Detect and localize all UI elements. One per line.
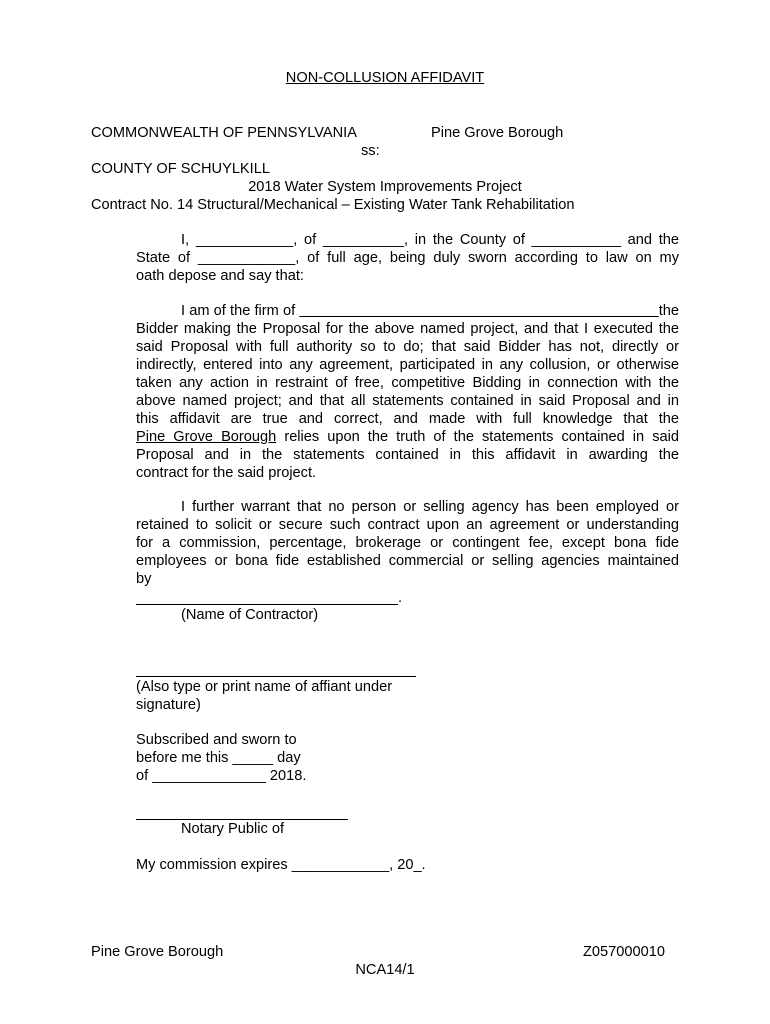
municipality-heading: Pine Grove Borough (431, 125, 564, 141)
warrant-line-4: employees or bona fide established commercial or selling agencies maintained (136, 553, 679, 569)
firm-name-blank (299, 303, 658, 319)
warrant-line-1: I further warrant that no person or selling agency has been employed or (181, 499, 679, 515)
firm-line-10: contract for the said project. (136, 465, 317, 481)
footer-page-code: NCA14/1 (355, 962, 415, 978)
sworn-line-1: Subscribed and sworn to (136, 732, 297, 748)
ss-mark: ss: (361, 143, 380, 159)
affiant-signature-line (136, 676, 416, 677)
firm-paragraph (136, 302, 679, 482)
notary-label: Notary Public of (181, 821, 285, 837)
firm-line-2: Bidder making the Proposal for the above named project, and that I executed the (136, 321, 679, 337)
project-title: 2018 Water System Improvements Project (248, 179, 522, 195)
oath-line-3: oath depose and say that: (136, 268, 304, 284)
document-title: NON-COLLUSION AFFIDAVIT (285, 70, 485, 86)
commission-expires: My commission expires ____________, 20_. (136, 857, 426, 873)
footer-right: Z057000010 (583, 944, 665, 960)
contractor-label: (Name of Contractor) (181, 607, 319, 623)
state-heading: COMMONWEALTH OF PENNSYLVANIA (91, 125, 357, 141)
firm-line-3: said Proposal with full authority so to do; that said Bidder has not, directly or (136, 339, 679, 355)
warrant-paragraph (136, 498, 679, 588)
county-heading: COUNTY OF SCHUYLKILL (91, 161, 270, 177)
affiant-label-2: signature) (136, 697, 201, 713)
firm-line-5: taken any action in restraint of free, competitive Bidding in connection with the (136, 375, 679, 391)
sworn-line-3: of ______________ 2018. (136, 768, 307, 784)
borough-name-underlined: Pine Grove Borough (136, 429, 277, 445)
sworn-line-2: before me this _____ day (136, 750, 301, 766)
firm-line-7: this affidavit are true and correct, and made with full knowledge that the (136, 411, 679, 427)
affiant-label-1: (Also type or print name of affiant under (136, 679, 393, 695)
oath-paragraph (136, 231, 679, 285)
warrant-line-5: by (136, 571, 152, 587)
warrant-line-3: for a commission, percentage, brokerage or contingent fee, except bona fide (136, 535, 679, 551)
oath-line-2: State of ____________, of full age, being duly sworn according to law on my (136, 250, 679, 266)
firm-line-8: Pine Grove Borough relies upon the truth of the statements contained in said (136, 429, 679, 445)
firm-line-1: I am of the firm of the (181, 303, 679, 319)
contract-title: Contract No. 14 Structural/Mechanical – Existing Water Tank Rehabilitation (91, 197, 575, 213)
firm-line-9: Proposal and in the statements contained in this affidavit in awarding the (136, 447, 679, 463)
oath-line-1: I, ____________, of __________, in the County of ___________ and the (181, 232, 679, 248)
warrant-line-2: retained to solicit or secure such contract upon an agreement or understanding (136, 517, 679, 533)
firm-line-4: indirectly, entered into any agreement, participated in any collusion, or otherwise (136, 357, 679, 373)
footer-left: Pine Grove Borough (91, 944, 224, 960)
contractor-name-line (136, 604, 398, 605)
contractor-period: . (398, 590, 403, 606)
firm-line-6: above named project; and that all statements contained in said Proposal and in (136, 393, 679, 409)
